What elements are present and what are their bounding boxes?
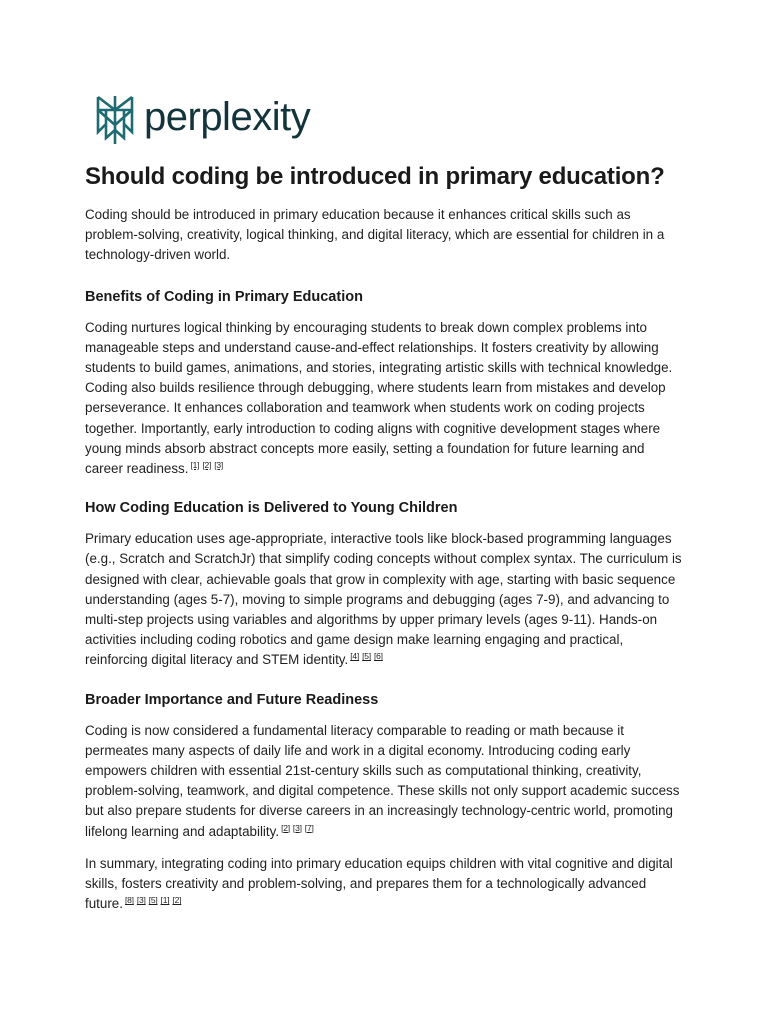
citation-link[interactable]: [2] (202, 460, 212, 471)
answer-content (85, 162, 685, 914)
citation-link[interactable]: [3] (136, 895, 146, 906)
summary-text: In summary, integrating coding into primary education equips children with vital cognitive and digital skills, fosters creativity and problem-solving, and prepares them for a technologically advanced future. (85, 855, 673, 912)
perplexity-logo-icon (95, 94, 135, 146)
section-text: Coding nurtures logical thinking by encouraging students to break down complex problems into manageable steps and understand cause-and-effect relationships. It fosters creativity by allowing students to build games, animations, and stories, integrating artistic skills with technical knowledge. Coding also builds resilience through debugging, where students learn from mistakes and develop perseverance. It enhances collaboration and teamwork when students work on coding projects together. Importantly, early introduction to coding aligns with cognitive development stages where young minds absorb abstract concepts more easily, setting a foundation for future learning and career readiness. (85, 319, 673, 477)
citation-link[interactable]: [5] (148, 895, 158, 906)
citation-group (348, 652, 383, 667)
citation-link[interactable]: [1] (160, 895, 170, 906)
page-title: Should coding be introduced in primary education? (85, 163, 665, 190)
citation-link[interactable]: [1] (190, 460, 200, 471)
intro-paragraph: Coding should be introduced in primary education because it enhances critical skills such as problem-solving, creativity, logical thinking, and digital literacy, which are essential for children in a technology-driven world. (85, 207, 665, 263)
section-body-delivery (85, 529, 685, 670)
section-heading-importance: Broader Importance and Future Readiness (85, 691, 379, 708)
section-heading-benefits: Benefits of Coding in Primary Education (85, 288, 363, 305)
section-body-importance (85, 721, 685, 842)
citation-link[interactable]: [2] (281, 822, 290, 833)
citation-link[interactable]: [6] (373, 651, 383, 662)
citation-group (279, 824, 314, 839)
citation-link[interactable]: [7] (304, 822, 314, 833)
section-heading-delivery: How Coding Education is Delivered to Young Children (85, 500, 458, 517)
section-text: Coding is now considered a fundamental literacy comparable to reading or math because it permeates many aspects of daily life and work in a digital economy. Introducing coding early empowers children with essential 21st-century skills such as computational thinking, creativity, problem-solving, teamwork, and digital competence. These skills not only support academic success but also prepare students for diverse careers in an increasingly technology-centric world, promoting lifelong learning and adaptability. (85, 722, 680, 839)
citation-link[interactable]: [2] (172, 895, 182, 906)
citation-group (188, 461, 223, 476)
citation-link[interactable]: [5] (362, 651, 371, 662)
citation-link[interactable]: [3] (214, 460, 224, 471)
section-text: Primary education uses age-appropriate, interactive tools like block-based programming languages (e.g., Scratch and ScratchJr) that simplify coding concepts without complex syntax. The curriculum is designed with clear, achievable goals that grow in complexity with age, starting with basic sequence understanding (ages 5-7), moving to simple programs and debugging (ages 7-9), and advancing to multi-step projects using variables and algorithms by upper primary levels (ages 9-11). Hands-on activities including coding robotics and game design make learning engaging and practical, reinforcing digital literacy and STEM identity. (85, 531, 682, 668)
citation-link[interactable]: [8] (124, 895, 134, 906)
citation-link[interactable]: [4] (350, 651, 360, 662)
perplexity-logo (95, 94, 310, 146)
citation-group (123, 896, 181, 911)
citation-link[interactable]: [3] (292, 822, 302, 833)
section-body-benefits (85, 318, 685, 480)
summary-paragraph (85, 854, 685, 915)
perplexity-wordmark: perplexity (144, 95, 311, 139)
